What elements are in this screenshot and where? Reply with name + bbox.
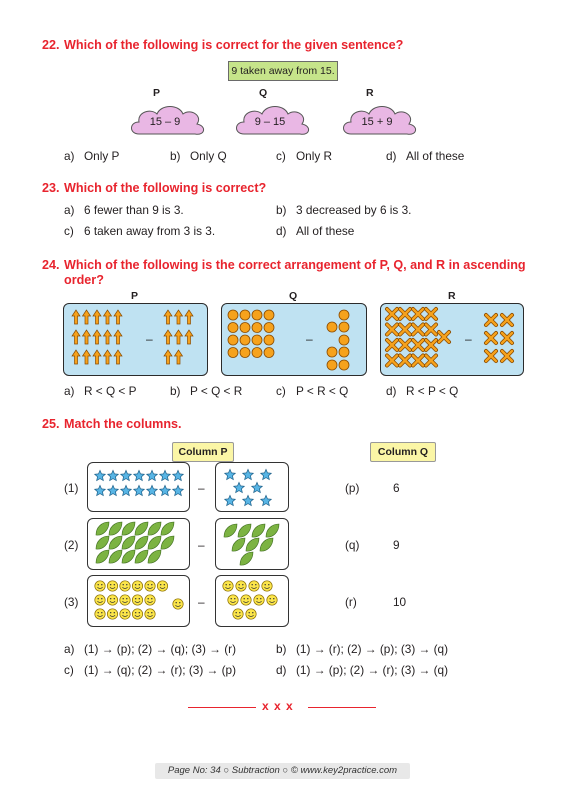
- leaf-icon: [122, 536, 135, 549]
- leaf-icon: [240, 552, 253, 565]
- option-b[interactable]: b) (1) → (r); (2) → (p); (3) → (q): [276, 642, 449, 656]
- smiley-icon: [120, 609, 130, 619]
- row-number: (1): [64, 481, 79, 495]
- leaf-icon: [96, 550, 109, 563]
- cross-icon: [400, 340, 410, 350]
- circle-group: [222, 304, 366, 375]
- cross-icon: [400, 356, 410, 366]
- panel-p: [63, 303, 208, 376]
- leaf-icon: [96, 522, 109, 535]
- star-icon: [225, 495, 236, 505]
- minus-sign: –: [198, 595, 205, 609]
- orange-circle-icon: [264, 335, 274, 345]
- option-b[interactable]: b) P < Q < R: [170, 384, 243, 398]
- cloud-label-p: P: [153, 87, 161, 99]
- cloud-expr-q: 9 – 15: [254, 116, 286, 128]
- row-number: (3): [64, 595, 79, 609]
- orange-circle-icon: [252, 323, 262, 333]
- minus-sign: –: [465, 332, 472, 346]
- question-23-title: [42, 181, 266, 195]
- arrow-up-icon: [83, 350, 91, 364]
- question-text: Which of the following is the correct arrangement of P, Q, and R in ascending: [64, 258, 526, 272]
- option-d[interactable]: d) (1) → (p); (2) → (r); (3) → (q): [276, 663, 449, 677]
- question-text: Match the columns.: [64, 417, 182, 431]
- star-icon: [95, 485, 106, 495]
- orange-circle-icon: [264, 310, 274, 320]
- smiley-icon: [233, 609, 243, 619]
- orange-circle-icon: [252, 310, 262, 320]
- question-text: Which of the following is correct for the given sentence?: [64, 38, 404, 52]
- arrow-up-icon: [164, 350, 172, 364]
- arrow-up-icon: [93, 330, 101, 344]
- match-letter: (r): [345, 595, 357, 609]
- leaf-icon: [161, 536, 174, 549]
- cloud-label-q: Q: [259, 87, 268, 99]
- smiley-icon: [132, 581, 142, 591]
- option-a[interactable]: a) 6 fewer than 9 is 3.: [64, 203, 184, 217]
- arrow-group: [64, 304, 207, 375]
- star-icon: [95, 470, 106, 480]
- arrow-up-icon: [104, 350, 112, 364]
- question-number: 23.: [42, 181, 60, 195]
- question-25-title: [42, 417, 182, 431]
- smiley-icon: [95, 595, 105, 605]
- leaf-icon: [224, 524, 237, 537]
- leaf-icon: [148, 536, 161, 549]
- orange-circle-icon: [264, 323, 274, 333]
- leaf-icon: [109, 522, 122, 535]
- orange-circle-icon: [228, 335, 238, 345]
- star-icon: [134, 485, 145, 495]
- cross-icon: [413, 340, 423, 350]
- match-value: 9: [393, 538, 400, 552]
- option-a[interactable]: a) (1) → (p); (2) → (q); (3) → (r): [64, 642, 237, 656]
- smiley-icon: [95, 609, 105, 619]
- option-b[interactable]: b) Only Q: [170, 149, 227, 163]
- minus-sign: –: [146, 332, 153, 346]
- smiley-icon: [262, 581, 272, 591]
- question-22-title: [42, 38, 403, 52]
- end-mark: x x x: [262, 699, 294, 713]
- match-box-right: [215, 462, 289, 512]
- star-icon: [243, 495, 254, 505]
- arrow-up-icon: [185, 310, 193, 324]
- leaf-icon: [252, 524, 265, 537]
- cross-icon: [439, 332, 449, 342]
- cross-icon: [413, 309, 423, 319]
- arrow-up-icon: [93, 310, 101, 324]
- option-c[interactable]: c) 6 taken away from 3 is 3.: [64, 224, 216, 238]
- leaf-icon: [148, 550, 161, 563]
- leaf-icon: [109, 550, 122, 563]
- divider-right: [308, 707, 376, 708]
- leaf-icon: [135, 536, 148, 549]
- smiley-group: [88, 576, 189, 626]
- orange-circle-icon: [252, 348, 262, 358]
- arrow-up-icon: [175, 330, 183, 344]
- cross-icon: [413, 325, 423, 335]
- star-icon: [134, 470, 145, 480]
- arrow-up-icon: [72, 310, 80, 324]
- arrow-up-icon: [93, 350, 101, 364]
- orange-circle-icon: [252, 335, 262, 345]
- question-number: 22.: [42, 38, 60, 52]
- cloud-label-r: R: [366, 87, 374, 99]
- leaf-icon: [148, 522, 161, 535]
- leaf-icon: [109, 536, 122, 549]
- orange-circle-icon: [228, 348, 238, 358]
- cloud-expr-r: 15 + 9: [361, 116, 393, 128]
- column-p-header: Column P: [172, 442, 234, 462]
- question-text: Which of the following is correct?: [64, 181, 267, 195]
- smiley-icon: [145, 609, 155, 619]
- page-footer: Page No: 34 ○ Subtraction ○ © www.key2practice.com: [155, 763, 410, 779]
- star-icon: [225, 469, 236, 479]
- star-icon: [160, 485, 171, 495]
- match-value: 6: [393, 481, 400, 495]
- question-text-cont: order?: [64, 273, 104, 287]
- star-icon: [252, 482, 263, 492]
- option-b[interactable]: b) 3 decreased by 6 is 3.: [276, 203, 412, 217]
- orange-circle-icon: [327, 322, 337, 332]
- star-group: [216, 463, 288, 511]
- column-q-header: Column Q: [370, 442, 436, 462]
- leaf-icon: [135, 522, 148, 535]
- minus-sign: –: [198, 538, 205, 552]
- smiley-icon: [249, 581, 259, 591]
- leaf-icon: [135, 550, 148, 563]
- cross-icon: [400, 325, 410, 335]
- orange-circle-icon: [339, 360, 349, 370]
- orange-circle-icon: [327, 347, 337, 357]
- cross-icon: [502, 351, 512, 361]
- sentence-box: 9 taken away from 15.: [228, 61, 338, 81]
- leaf-icon: [260, 538, 273, 551]
- match-box-left: [87, 462, 190, 512]
- smiley-icon: [157, 581, 167, 591]
- smiley-icon: [107, 581, 117, 591]
- option-d[interactable]: d) R < P < Q: [386, 384, 459, 398]
- cross-icon: [486, 333, 496, 343]
- cross-icon: [426, 340, 436, 350]
- star-icon: [121, 470, 132, 480]
- panel-r: [380, 303, 524, 376]
- smiley-icon: [173, 599, 183, 609]
- match-box-right: [215, 518, 289, 570]
- cross-icon: [413, 356, 423, 366]
- smiley-icon: [95, 581, 105, 591]
- option-c[interactable]: c) P < R < Q: [276, 384, 349, 398]
- orange-circle-icon: [240, 335, 250, 345]
- cloud-expr-p: 15 – 9: [149, 116, 181, 128]
- arrow-up-icon: [175, 350, 183, 364]
- arrow-up-icon: [185, 330, 193, 344]
- row-number: (2): [64, 538, 79, 552]
- minus-sign: –: [306, 332, 313, 346]
- cross-group: [381, 304, 523, 375]
- smiley-icon: [236, 581, 246, 591]
- option-a[interactable]: a) Only P: [64, 149, 120, 163]
- arrow-up-icon: [72, 330, 80, 344]
- cross-icon: [387, 325, 397, 335]
- cross-icon: [400, 309, 410, 319]
- option-a[interactable]: a) R < Q < P: [64, 384, 137, 398]
- orange-circle-icon: [228, 310, 238, 320]
- arrow-up-icon: [83, 310, 91, 324]
- arrow-up-icon: [104, 310, 112, 324]
- arrow-up-icon: [104, 330, 112, 344]
- minus-sign: –: [198, 481, 205, 495]
- star-icon: [147, 485, 158, 495]
- arrow-up-icon: [72, 350, 80, 364]
- orange-circle-icon: [240, 348, 250, 358]
- orange-circle-icon: [327, 360, 337, 370]
- orange-circle-icon: [240, 310, 250, 320]
- match-value: 10: [393, 595, 407, 609]
- star-icon: [261, 469, 272, 479]
- leaf-icon: [122, 550, 135, 563]
- cross-icon: [387, 356, 397, 366]
- cross-icon: [426, 356, 436, 366]
- smiley-icon: [120, 581, 130, 591]
- match-box-left: [87, 518, 190, 570]
- smiley-icon: [107, 609, 117, 619]
- smiley-icon: [267, 595, 277, 605]
- smiley-icon: [132, 595, 142, 605]
- leaf-icon: [238, 524, 251, 537]
- panel-q: [221, 303, 367, 376]
- star-group: [88, 463, 189, 511]
- cross-icon: [502, 333, 512, 343]
- panel-label-p: P: [131, 290, 139, 302]
- question-number: 25.: [42, 417, 60, 431]
- star-icon: [147, 470, 158, 480]
- smiley-icon: [241, 595, 251, 605]
- divider-left: [188, 707, 256, 708]
- cross-icon: [387, 309, 397, 319]
- arrow-up-icon: [164, 330, 172, 344]
- cross-icon: [502, 315, 512, 325]
- match-box-right: [215, 575, 289, 627]
- smiley-icon: [107, 595, 117, 605]
- match-box-left: [87, 575, 190, 627]
- cross-icon: [387, 340, 397, 350]
- orange-circle-icon: [228, 323, 238, 333]
- leaf-group: [88, 519, 189, 569]
- arrow-up-icon: [175, 310, 183, 324]
- star-icon: [243, 469, 254, 479]
- star-icon: [173, 485, 184, 495]
- option-d[interactable]: d) All of these: [386, 149, 465, 163]
- star-icon: [234, 482, 245, 492]
- arrow-up-icon: [164, 310, 172, 324]
- option-c[interactable]: c) (1) → (q); (2) → (r); (3) → (p): [64, 663, 237, 677]
- orange-circle-icon: [339, 347, 349, 357]
- option-c[interactable]: c) Only R: [276, 149, 333, 163]
- cross-icon: [426, 325, 436, 335]
- smiley-icon: [145, 595, 155, 605]
- arrow-up-icon: [114, 330, 122, 344]
- orange-circle-icon: [339, 310, 349, 320]
- leaf-icon: [246, 538, 259, 551]
- leaf-icon: [122, 522, 135, 535]
- leaf-icon: [266, 524, 279, 537]
- panel-label-q: Q: [289, 290, 298, 302]
- smiley-icon: [145, 581, 155, 591]
- star-icon: [173, 470, 184, 480]
- orange-circle-icon: [339, 322, 349, 332]
- arrow-up-icon: [83, 330, 91, 344]
- option-d[interactable]: d) All of these: [276, 224, 355, 238]
- leaf-icon: [232, 538, 245, 551]
- question-number: 24.: [42, 258, 60, 272]
- star-icon: [108, 485, 119, 495]
- star-icon: [160, 470, 171, 480]
- smiley-icon: [120, 595, 130, 605]
- arrow-up-icon: [114, 350, 122, 364]
- smiley-icon: [246, 609, 256, 619]
- cross-icon: [486, 315, 496, 325]
- match-letter: (q): [345, 538, 360, 552]
- orange-circle-icon: [240, 323, 250, 333]
- leaf-icon: [96, 536, 109, 549]
- question-24-title: [42, 258, 526, 272]
- smiley-icon: [223, 581, 233, 591]
- star-icon: [108, 470, 119, 480]
- cross-icon: [426, 309, 436, 319]
- star-icon: [121, 485, 132, 495]
- arrow-up-icon: [114, 310, 122, 324]
- leaf-group: [216, 519, 288, 569]
- match-letter: (p): [345, 481, 360, 495]
- orange-circle-icon: [339, 335, 349, 345]
- star-icon: [261, 495, 272, 505]
- smiley-icon: [228, 595, 238, 605]
- smiley-icon: [254, 595, 264, 605]
- cross-icon: [486, 351, 496, 361]
- smiley-icon: [132, 609, 142, 619]
- smiley-group: [216, 576, 288, 626]
- orange-circle-icon: [264, 348, 274, 358]
- leaf-icon: [161, 522, 174, 535]
- panel-label-r: R: [448, 290, 456, 302]
